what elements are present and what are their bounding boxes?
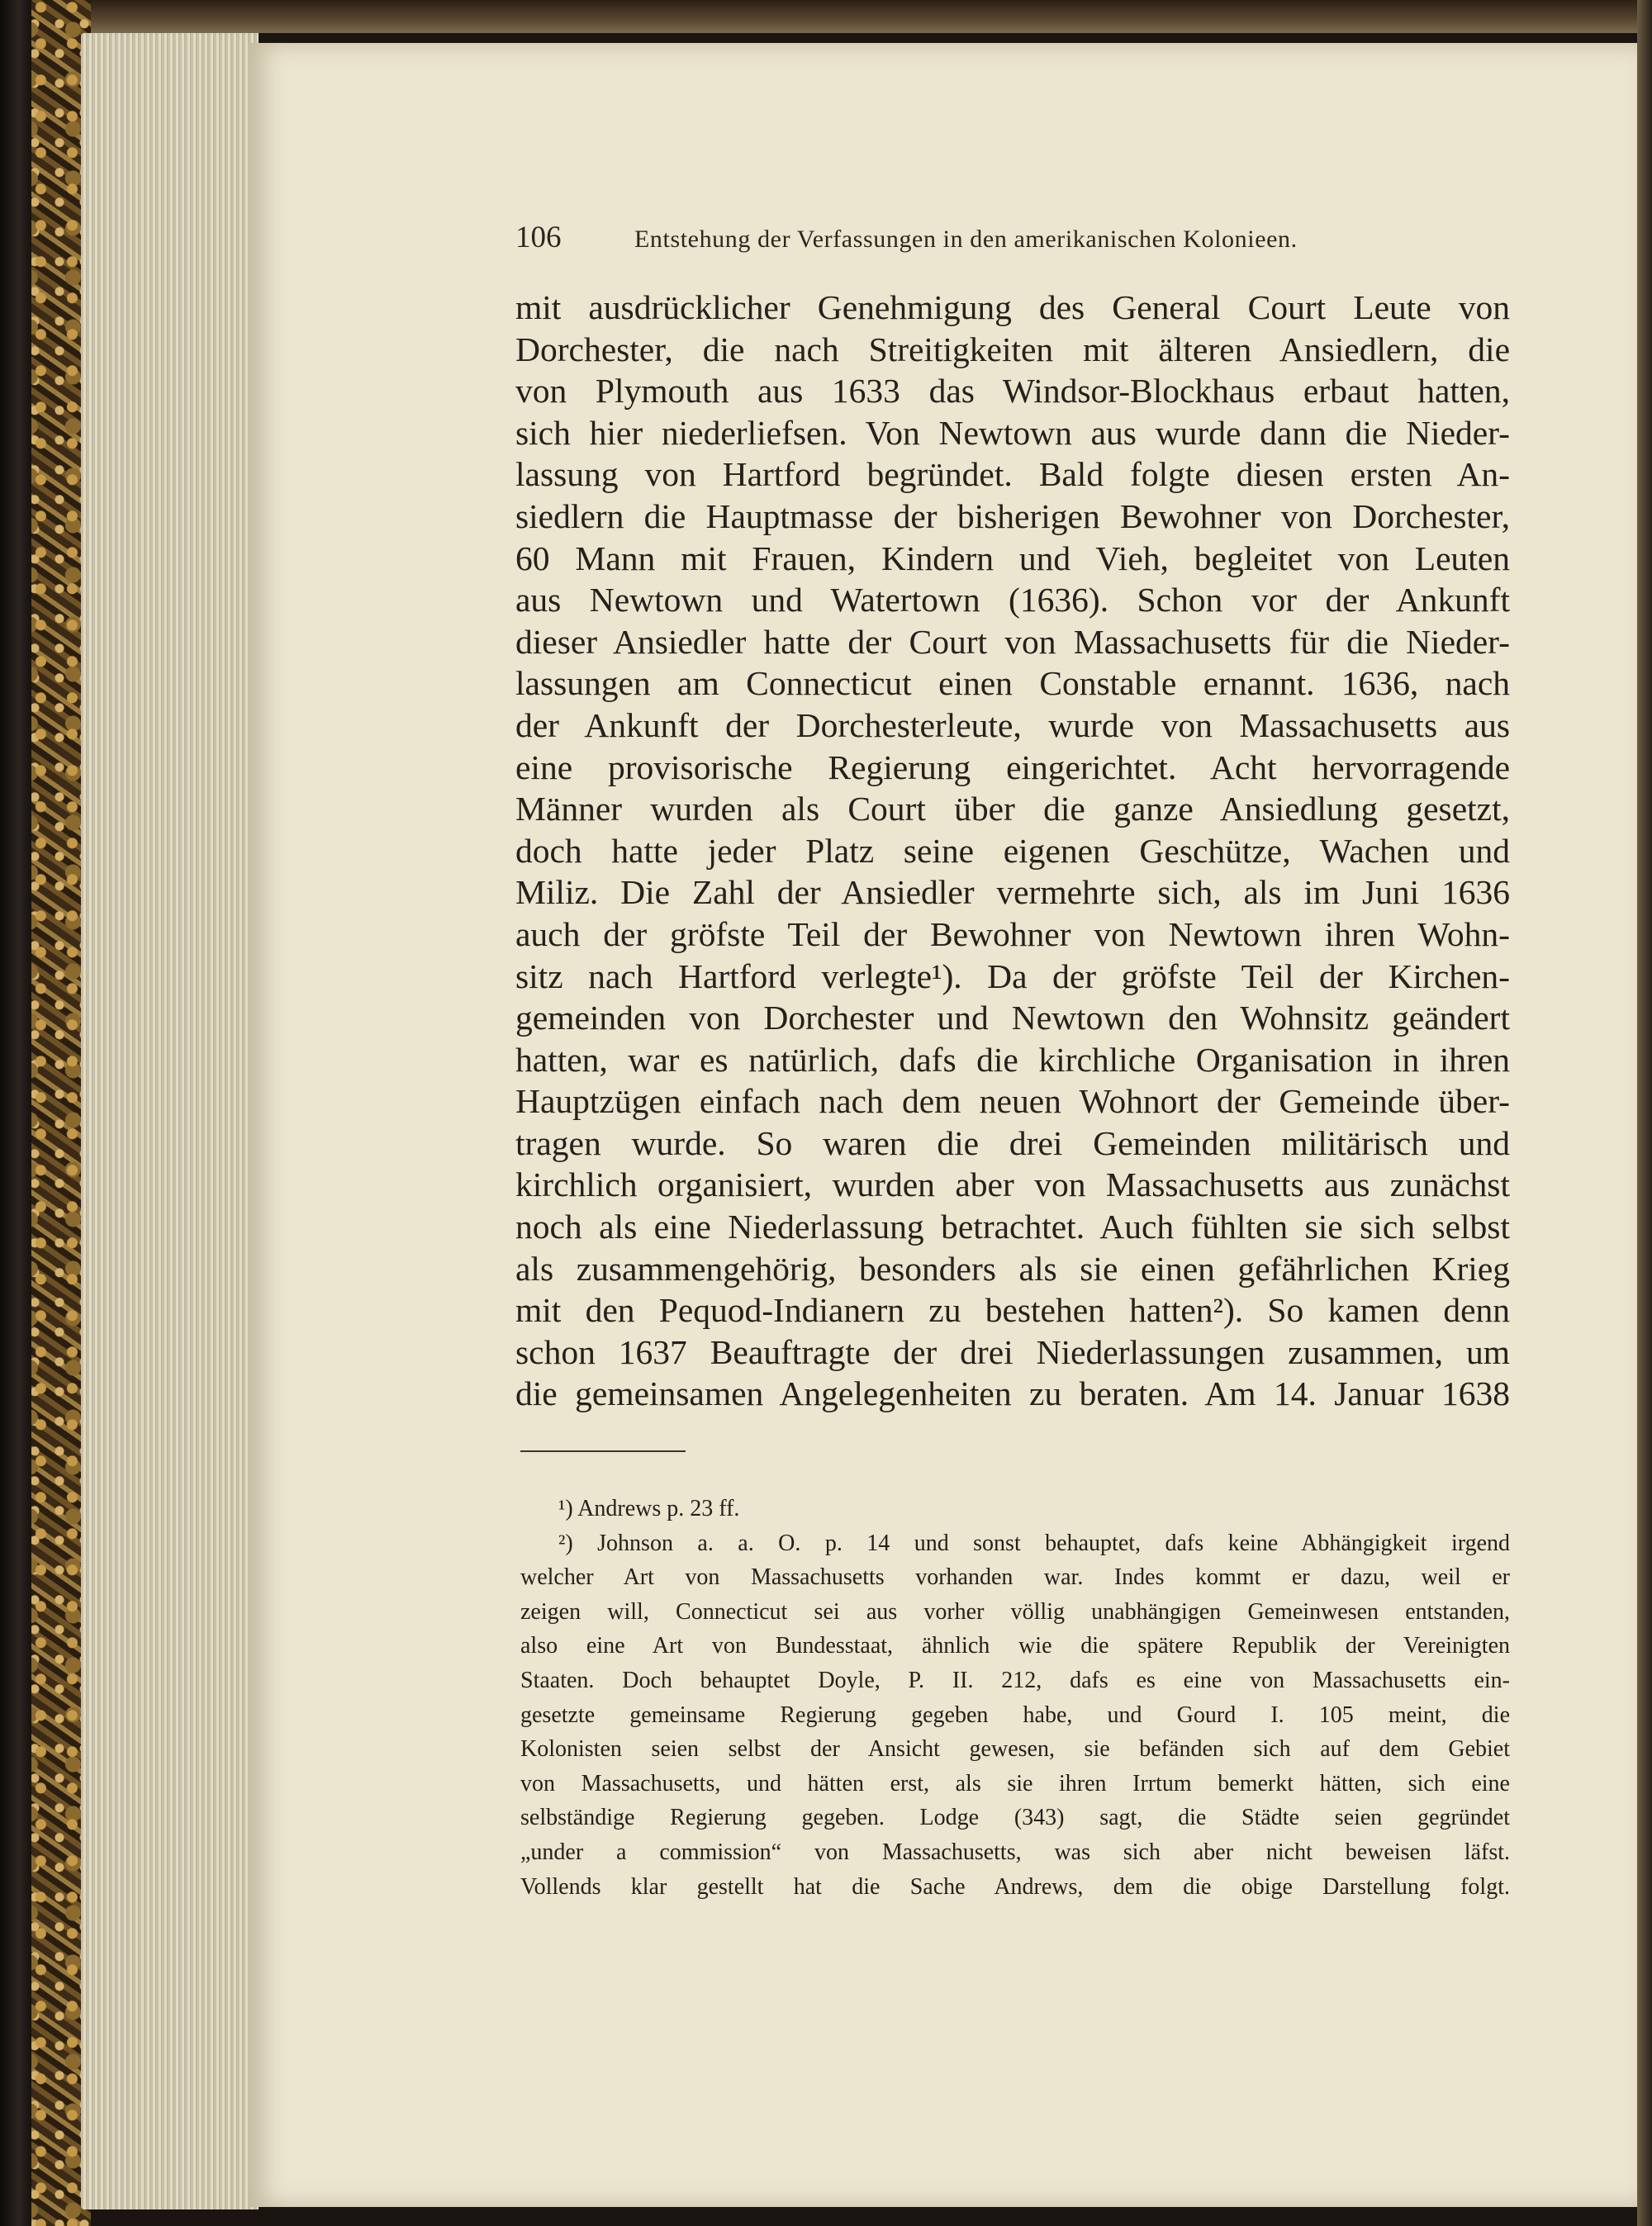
body-line: 60 Mann mit Frauen, Kindern und Vieh, begleitet von Leuten: [515, 539, 1510, 577]
body-line: der Ankunft der Dorchesterleute, wurde von Massachusetts aus: [515, 705, 1510, 744]
footnote-2-line: zeigen will, Connecticut sei aus vorher völlig unabhängigen Gemeinwesen entstanden,: [520, 1598, 1510, 1625]
body-line: schon 1637 Beauftragte der drei Niederlassungen zusammen, um: [515, 1332, 1510, 1371]
body-line: Dorchester, die nach Streitigkeiten mit älteren Ansiedlern, die: [515, 330, 1510, 368]
footnote-2-line: Kolonisten seien selbst der Ansicht gewesen, sie befänden sich auf dem Gebiet: [520, 1736, 1510, 1763]
body-line: sich hier niederliefsen. Von Newtown aus wurde dann die Nieder-: [515, 413, 1510, 452]
body-line: lassung von Hartford begründet. Bald folgte diesen ersten An-: [515, 455, 1510, 494]
book-top-edge: [0, 0, 1652, 33]
book-right-edge: [1637, 0, 1652, 2226]
body-line: tragen wurde. So waren die drei Gemeinden militärisch und: [515, 1123, 1510, 1162]
body-line: gemeinden von Dorchester und Newtown den Wohnsitz geändert: [515, 999, 1510, 1037]
page-header: [515, 220, 1490, 255]
body-line: hatten, war es natürlich, dafs die kirchliche Organisation in ihren: [515, 1040, 1510, 1079]
page-number: 106: [515, 221, 562, 254]
body-line: Männer wurden als Court über die ganze Ansiedlung gesetzt,: [515, 790, 1510, 828]
footnote-rule: [520, 1450, 686, 1452]
footnote-2-line: „under a commission“ von Massachusetts, was sich aber nicht beweisen läfst.: [520, 1839, 1510, 1865]
body-line: kirchlich organisiert, wurden aber von Massachusetts aus zunächst: [515, 1165, 1510, 1204]
body-line: Hauptzügen einfach nach dem neuen Wohnort der Gemeinde über-: [515, 1082, 1510, 1121]
footnote-2-line: ²) Johnson a. a. O. p. 14 und sonst behauptet, dafs keine Abhängigkeit irgend: [558, 1530, 1510, 1556]
footnote-2-line: gesetzte gemeinsame Regierung gegeben habe, und Gourd I. 105 meint, die: [520, 1702, 1510, 1728]
footnote-2-line: selbständige Regierung gegeben. Lodge (343) sagt, die Städte seien gegründet: [520, 1805, 1510, 1831]
body-line: aus Newtown und Watertown (1636). Schon vor der Ankunft: [515, 581, 1510, 619]
body-line: Miliz. Die Zahl der Ansiedler vermehrte sich, als im Juni 1636: [515, 873, 1510, 912]
footnote-2-line: welcher Art von Massachusetts vorhanden war. Indes kommt er dazu, weil er: [520, 1564, 1510, 1591]
body-line: dieser Ansiedler hatte der Court von Massachusetts für die Nieder-: [515, 622, 1510, 661]
body-line: als zusammengehörig, besonders als sie einen gefährlichen Krieg: [515, 1249, 1510, 1288]
footnote-2-line: Staaten. Doch behauptet Doyle, P. II. 212, dafs es eine von Massachusetts ein-: [520, 1667, 1510, 1693]
body-line: siedlern die Hauptmasse der bisherigen Bewohner von Dorchester,: [515, 496, 1510, 535]
body-line: doch hatte jeder Platz seine eigenen Geschütze, Wachen und: [515, 831, 1510, 870]
footnotes: [520, 1492, 1510, 1904]
body-line: die gemeinsamen Angelegenheiten zu beraten. Am 14. Januar 1638: [515, 1374, 1510, 1413]
footnote-2-line: Vollends klar gestellt hat die Sache Andrews, dem die obige Darstellung folgt.: [520, 1873, 1510, 1900]
body-text: [515, 287, 1510, 1415]
running-head: Entstehung der Verfassungen in den amerikanischen Kolonieen.: [634, 225, 1298, 253]
page-stack-edges: [81, 33, 259, 2209]
body-line: auch der gröfste Teil der Bewohner von Newtown ihren Wohn-: [515, 914, 1510, 953]
body-line: eine provisorische Regierung eingerichtet. Acht hervorragende: [515, 748, 1510, 786]
cover-spine: [0, 0, 31, 2226]
body-line: lassungen am Connecticut einen Constable ernannt. 1636, nach: [515, 664, 1510, 703]
body-line: mit ausdrücklicher Genehmigung des General Court Leute von: [515, 288, 1510, 326]
body-line: sitz nach Hartford verlegte¹). Da der gröfste Teil der Kirchen-: [515, 956, 1510, 995]
body-line: noch als eine Niederlassung betrachtet. Auch fühlten sie sich selbst: [515, 1208, 1510, 1246]
body-line: mit den Pequod-Indianern zu bestehen hatten²). So kamen denn: [515, 1291, 1510, 1330]
body-line: von Plymouth aus 1633 das Windsor-Blockhaus erbaut hatten,: [515, 372, 1510, 411]
footnote-2-line: also eine Art von Bundesstaat, ähnlich wie die spätere Republik der Vereinigten: [520, 1633, 1510, 1659]
footnote-2-line: von Massachusetts, und hätten erst, als sie ihren Irrtum bemerkt hätten, sich eine: [520, 1770, 1510, 1796]
footnote-1: ¹) Andrews p. 23 ff.: [558, 1496, 740, 1521]
